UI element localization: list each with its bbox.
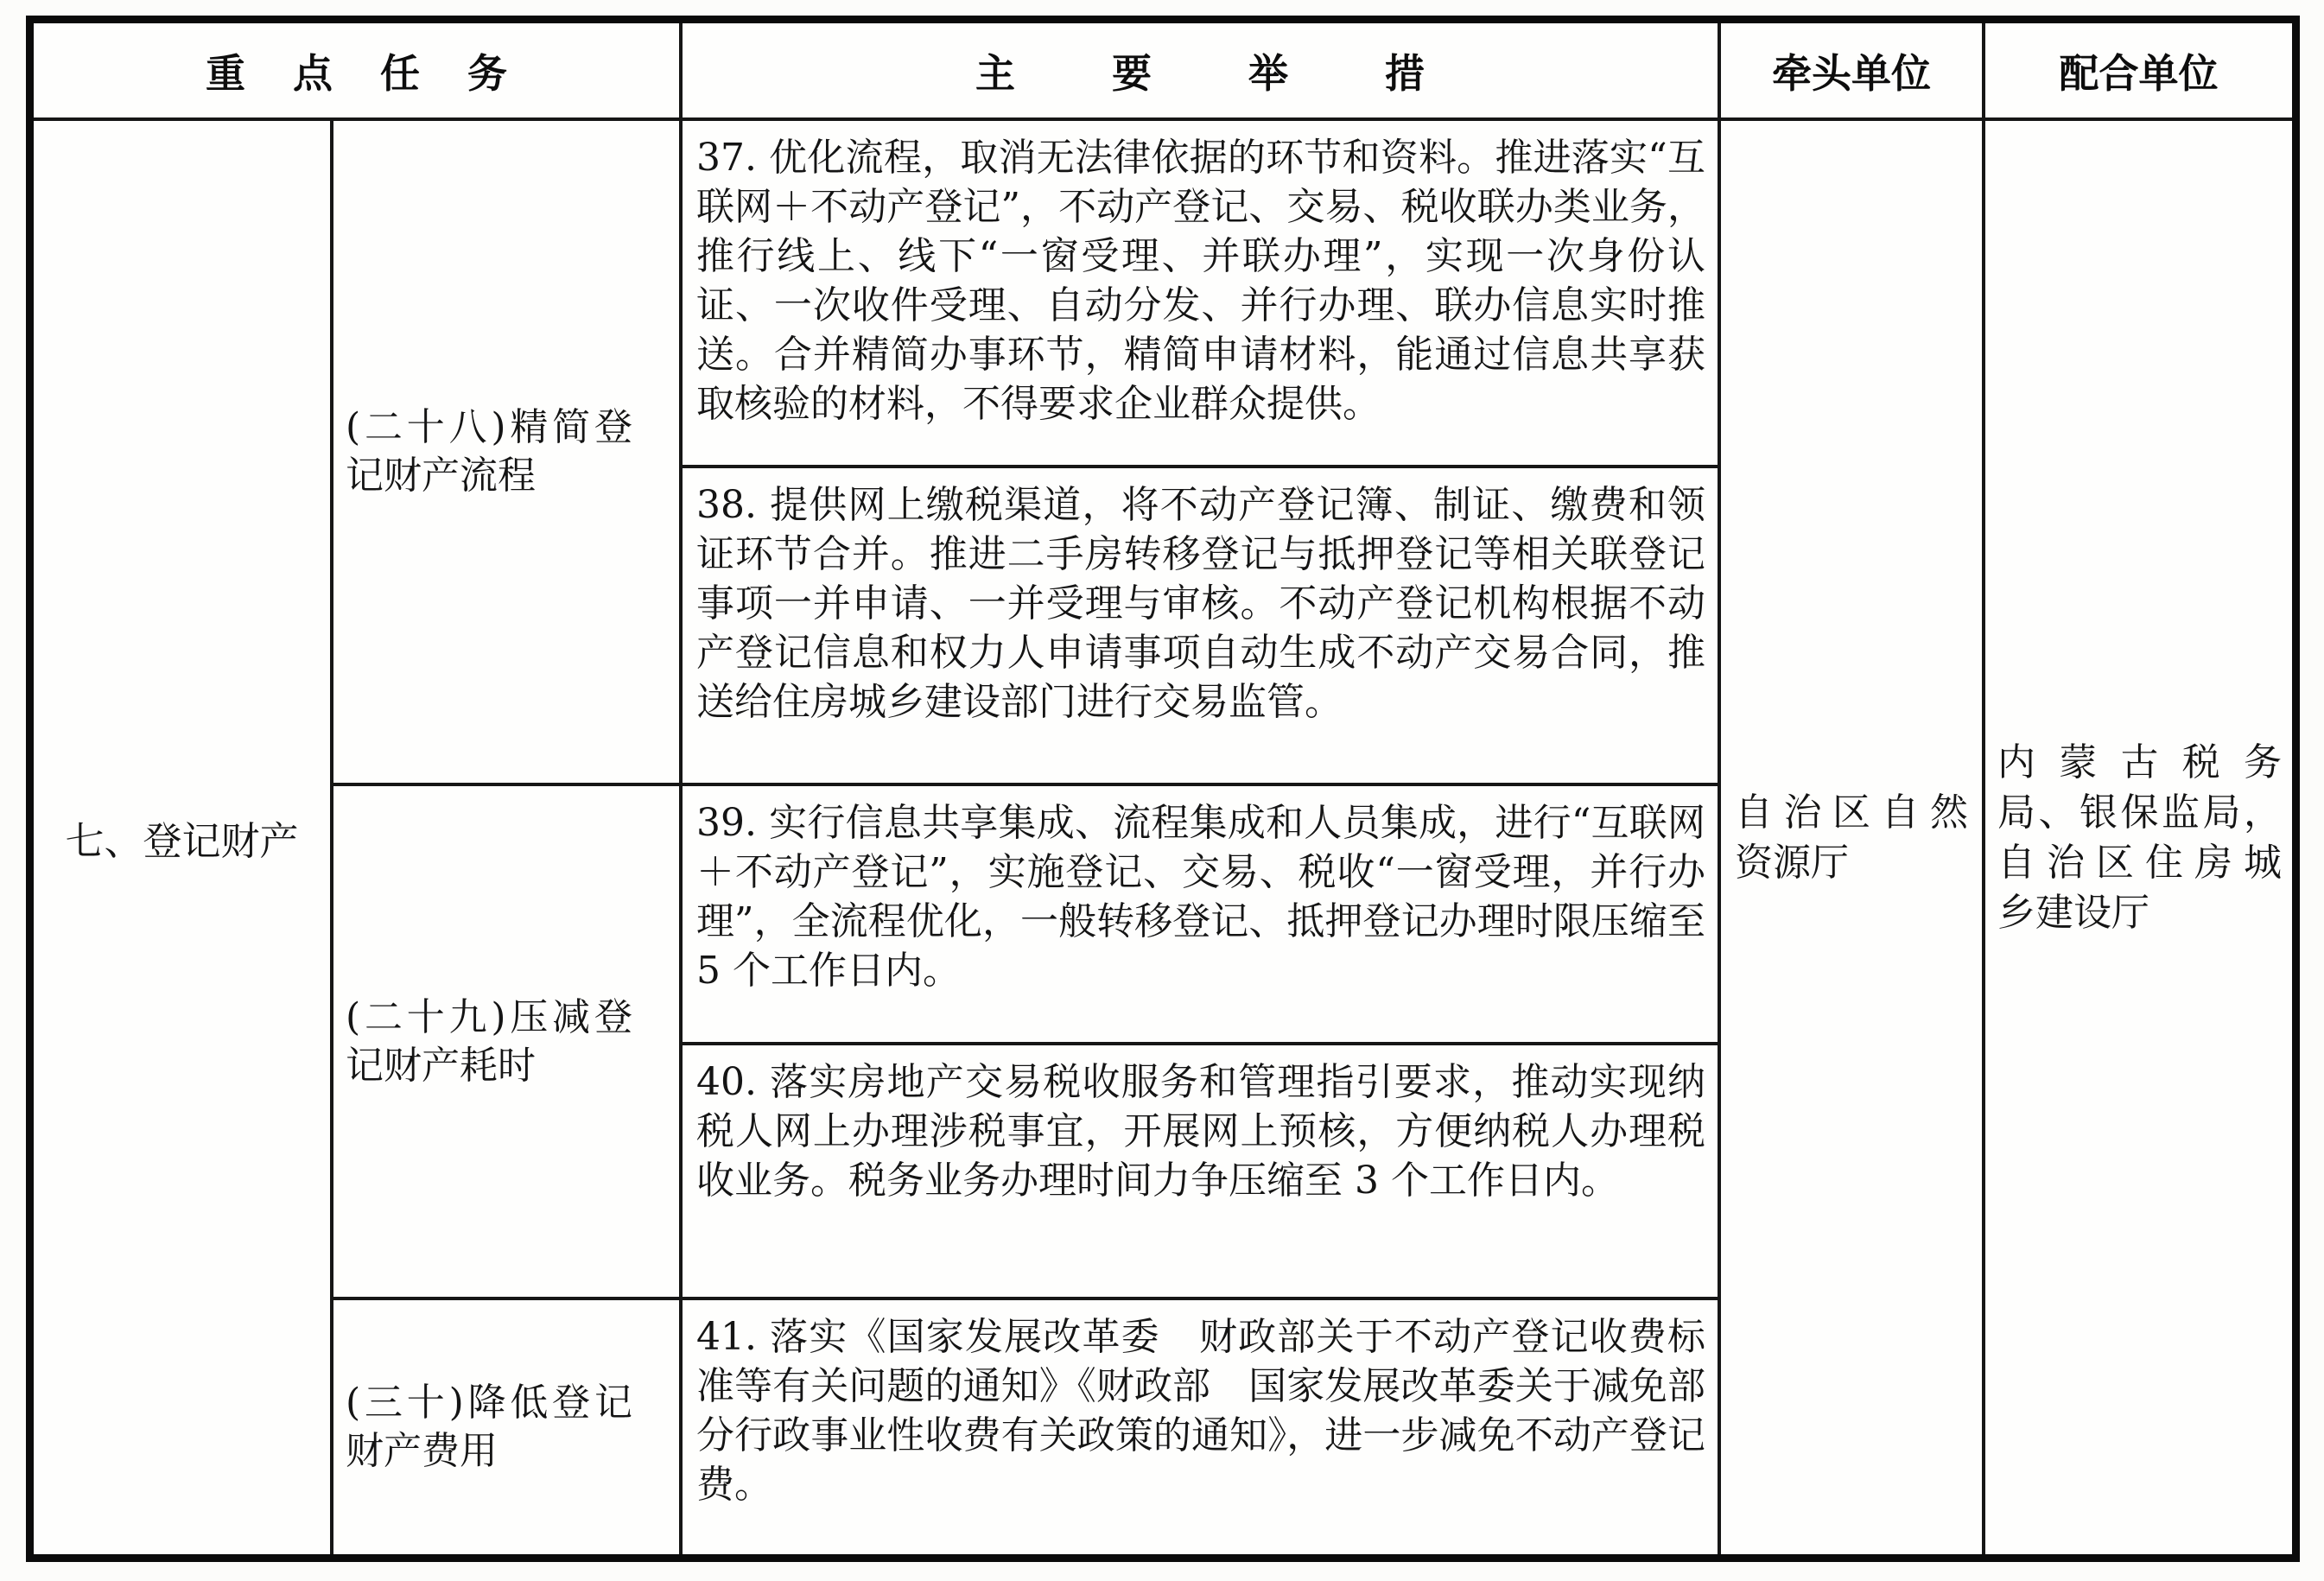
category-cell-register-property <box>34 121 333 1554</box>
unit-text-line: 局、银保监局， <box>1997 790 2282 835</box>
header-cell-key-tasks <box>34 23 683 121</box>
task-cell-29-reduce-registration-time <box>333 786 683 1300</box>
header-cell-main-measures <box>683 23 1721 121</box>
header-cell-support-unit <box>1985 23 2292 121</box>
unit-text-line: 内蒙古税务 <box>1997 740 2282 784</box>
task-measures-table <box>26 16 2300 1562</box>
unit-text-line: 自治区自然 <box>1735 790 1968 835</box>
measure-cell-41: 41. 落实《国家发展改革委 财政部关于不动产登记收费标准等有关问题的通知》《财政部 国家发展改革委关于减免部分行政事业性收费有关政策的通知》，进一步减免不动产登记费。 <box>683 1300 1721 1554</box>
measure-cell-39: 39. 实行信息共享集成、流程集成和人员集成，进行“互联网＋不动产登记”，实施登记、交易、税收“一窗受理，并行办理”，全流程优化，一般转移登记、抵押登记办理时限压缩至 5 个工作日内。 <box>683 786 1721 1045</box>
header-label-lead-unit: 牵头单位 <box>1772 49 1931 97</box>
measure-cell-40: 40. 落实房地产交易税收服务和管理指引要求，推动实现纳税人网上办理涉税事宜，开展网上预核，方便纳税人办理税收业务。税务业务办理时间力争压缩至 3 个工作日内。 <box>683 1045 1721 1300</box>
header-label-support-unit: 配合单位 <box>2059 49 2219 97</box>
task-label-30: (三十)降低登记财产费用 <box>346 1381 632 1473</box>
support-unit-cell <box>1985 121 2292 1554</box>
task-label-28: (二十八)精简登记财产流程 <box>346 405 632 498</box>
header-label-main-measures: 主要举措 <box>975 49 1521 97</box>
category-label: 七、登记财产 <box>65 818 299 864</box>
lead-unit-cell <box>1721 121 1985 1554</box>
measure-cell-37: 37. 优化流程，取消无法律依据的环节和资料。推进落实“互联网＋不动产登记”，不动产登记、交易、税收联办类业务，推行线上、线下“一窗受理、并联办理”，实现一次身份认证、一次收件受理、自动分发、并行办理、联办信息实时推送。合并精简办事环节，精简申请材料，能通过信息共享获取核验的材料，不得要求企业群众提供。 <box>683 121 1721 468</box>
unit-text-line: 自治区住房城 <box>1997 840 2282 885</box>
task-cell-30-lower-registration-fees <box>333 1300 683 1554</box>
task-label-29: (二十九)压减登记财产耗时 <box>346 994 632 1088</box>
measure-cell-38: 38. 提供网上缴税渠道，将不动产登记簿、制证、缴费和领证环节合并。推进二手房转移登记与抵押登记等相关联登记事项一并申请、一并受理与审核。不动产登记机构根据不动产登记信息和权力人申请事项自动生成不动产交易合同，推送给住房城乡建设部门进行交易监管。 <box>683 468 1721 786</box>
task-cell-28-simplify-registration-process <box>333 121 683 786</box>
unit-text-line: 乡建设厅 <box>1997 890 2149 935</box>
header-cell-lead-unit <box>1721 23 1985 121</box>
header-label-key-tasks: 重点任务 <box>206 49 555 97</box>
unit-text-line: 资源厅 <box>1735 840 1849 885</box>
